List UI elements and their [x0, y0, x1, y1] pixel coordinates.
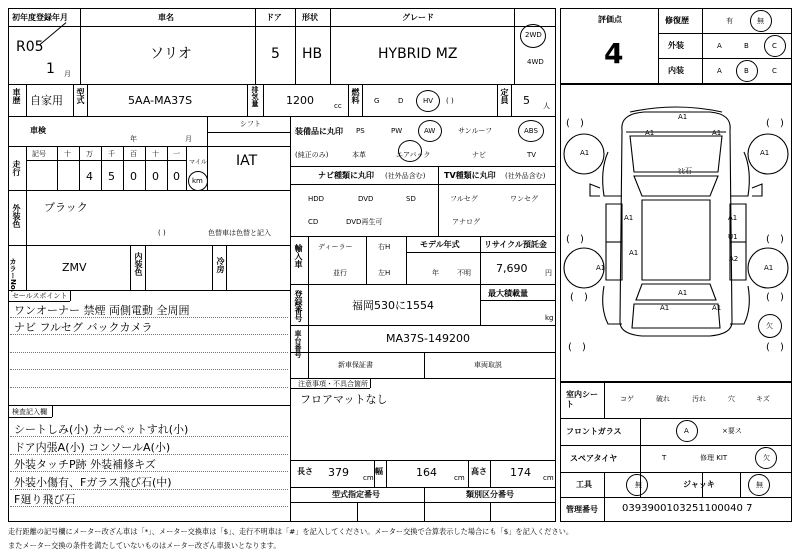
mileage-digit-3: 0 [152, 170, 159, 183]
interior-color-label: 内装色 [134, 252, 143, 276]
model-label: 型式 [76, 88, 85, 104]
diagram-mark-12: A1 [629, 249, 639, 257]
tools-no-circle [626, 474, 648, 496]
equip-pw: PW [391, 127, 403, 135]
svg-text:(: ( [566, 118, 570, 129]
type-spec-label: 型式指定番号 [332, 490, 380, 499]
mileage-header-1: 万 [86, 150, 93, 158]
mileage-digit-1: 5 [108, 170, 115, 183]
mileage-unit-mile: マイル [189, 159, 207, 166]
color-note: 色替車は色替と記入 [208, 229, 271, 237]
equip-abs-circle [518, 120, 544, 142]
seat-tear: 破れ [656, 395, 670, 403]
navi-dvd: DVD [358, 195, 374, 203]
svg-text:(: ( [766, 292, 770, 303]
registration-value: 福岡530に1554 [352, 299, 434, 312]
model-value: 5AA-MA37S [128, 94, 193, 107]
diagram-mark-16-circle [758, 314, 782, 338]
new-car-warranty: 新車保証書 [338, 361, 373, 369]
score-value: 4 [604, 37, 624, 70]
import-parallel: 並行 [333, 269, 347, 277]
tv-label: TV種類に丸印 [444, 171, 496, 180]
color-no-value: ZMV [62, 261, 87, 274]
diagram-mark-9: A1 [596, 264, 606, 272]
inspector-note-line-4: F廻り飛び石 [14, 493, 76, 506]
repair-no-circle [750, 10, 772, 32]
fuel-d: D [398, 97, 404, 105]
length-unit: cm [363, 474, 374, 482]
svg-text:(: ( [570, 292, 574, 303]
management-label: 管理番号 [566, 505, 598, 514]
diagram-mark-5: A1 [760, 149, 770, 157]
diagram-mark-0: A1 [678, 113, 688, 121]
drive-2wd: 2WD [525, 31, 542, 39]
score-label: 評価点 [598, 15, 622, 24]
mileage-label: 走行 [12, 160, 21, 176]
car-name-value: ソリオ [150, 46, 192, 62]
navi-hdd: HDD [308, 195, 325, 203]
mileage-km-circle [188, 171, 208, 191]
car-name-label: 車名 [158, 13, 174, 22]
diagram-mark-16: 欠 [766, 322, 773, 330]
front-glass-a: A [684, 427, 689, 435]
sales-point-line-1: ナビ フルセグ バックカメラ [14, 321, 153, 334]
sales-points-label: セールスポイント [12, 292, 68, 300]
exterior-c: C [772, 42, 777, 50]
mileage-unit-km: km [192, 177, 203, 185]
diagram-mark-13: A1 [678, 289, 688, 297]
color-note-paren: ( ) [158, 229, 166, 237]
usage-value: 自家用 [30, 94, 63, 107]
svg-text:): ) [580, 234, 584, 245]
footer-line-1: 走行距離の記号欄にメーター改ざん車は「*」、メーター交換車は「$」、走行不明車は「#」を記入してください。メーター交換で合算表示した場合にも「$」を記入ください。 [8, 527, 574, 536]
fuel-other: ( ) [446, 97, 454, 105]
svg-text:(: ( [766, 118, 770, 129]
length-value: 379 [328, 466, 349, 479]
model-year-unknown: 不明 [457, 269, 471, 277]
diagram-mark-11: A1 [764, 264, 774, 272]
first-reg-month-unit: 月 [64, 70, 71, 78]
equipment-label: 装備品に丸印 [295, 127, 343, 136]
mileage-digit-4: 0 [173, 170, 180, 183]
spare-tire-missing-circle [755, 447, 777, 469]
equip-airbag-circle [398, 140, 422, 162]
recycle-unit: 円 [545, 269, 552, 277]
exterior-b: B [744, 42, 749, 50]
equip-aw-circle [418, 120, 442, 142]
interior-b: B [744, 67, 749, 75]
width-value: 164 [416, 466, 437, 479]
capacity-value: 5 [523, 94, 530, 107]
import-dealer: ディーラー [318, 243, 353, 251]
fuel-g: G [374, 97, 380, 105]
spare-tire-t: T [662, 454, 667, 462]
usage-label: 車歴 [12, 88, 21, 104]
navi-label: ナビ種類に丸印 [318, 171, 374, 180]
width-unit: cm [454, 474, 465, 482]
jack-value: 無 [756, 481, 763, 489]
svg-text:): ) [780, 342, 784, 353]
car-diagram-svg [560, 84, 792, 382]
navi-dvd-play: DVD再生可 [346, 218, 383, 226]
navi-cd: CD [308, 218, 319, 226]
svg-text:): ) [780, 118, 784, 129]
drive-4wd: 4WD [527, 58, 544, 66]
repair-label: 修復歴 [665, 16, 689, 25]
front-glass-label: フロントガラス [566, 427, 622, 436]
equip-ps: PS [356, 127, 365, 135]
tv-sublabel: (社外品含む) [505, 172, 546, 180]
shift-value: IAT [236, 153, 258, 169]
exterior-c-circle [764, 35, 786, 57]
equip-sunroof: サンルーフ [458, 127, 493, 135]
grade-label: グレード [402, 13, 434, 22]
shaken-label: 車検 [30, 126, 46, 135]
equip-tv: TV [527, 151, 537, 159]
color-label: 外装色 [12, 204, 21, 228]
management-value: 0393900103251100040 7 [622, 503, 753, 514]
equip-leather: 本革 [352, 151, 366, 159]
color-no-label: カラーNo. [9, 258, 17, 293]
interior-b-circle [736, 60, 758, 82]
interior-c: C [772, 67, 777, 75]
equipment-sublabel: (純正のみ) [295, 151, 329, 159]
model-year-unit: 年 [432, 269, 439, 277]
width-label: 幅 [375, 467, 383, 476]
equip-aw: AW [424, 127, 436, 135]
svg-text:): ) [780, 234, 784, 245]
svg-text:(: ( [568, 342, 572, 353]
exterior-a: A [717, 42, 722, 50]
svg-text:(: ( [566, 234, 570, 245]
shaken-year-unit: 年 [130, 135, 137, 143]
tools-value: 無 [635, 481, 642, 489]
import-left-h: 左H [378, 269, 391, 277]
mileage-marks-label: 記号 [32, 150, 46, 158]
diagram-mark-3: A1 [580, 149, 590, 157]
caution-label: 注意事項・不具合箇所 [298, 380, 368, 388]
jack-label: ジャッキ [683, 480, 715, 489]
diagram-mark-2: A1 [712, 129, 722, 137]
height-label: 高さ [471, 467, 487, 476]
equip-abs: ABS [524, 127, 538, 135]
model-year-label: モデル年式 [420, 240, 460, 249]
diagram-mark-8: U1 [728, 233, 738, 241]
import-label: 輸入車 [294, 244, 303, 268]
front-glass-replace: ×要ス [722, 427, 742, 435]
inspector-note-line-1: ドア内張A(小) コンソールA(小) [14, 441, 171, 454]
seat-burn: コゲ [620, 395, 634, 403]
mileage-header-5: 一 [173, 150, 180, 158]
jack-no-circle [748, 474, 770, 496]
footer-line-2: またメーター交換の条件を満たしていないものはメーター改ざん車扱いとなります。 [8, 541, 281, 550]
mileage-header-0: 十 [64, 150, 71, 158]
registration-label: 登録番号 [294, 290, 303, 322]
first-reg-year: R05 [16, 39, 44, 55]
diagram-mark-15: A1 [712, 304, 722, 312]
max-load-unit: kg [545, 314, 554, 322]
svg-text:(: ( [766, 342, 770, 353]
diagram-mark-7: A1 [728, 214, 738, 222]
mileage-header-3: 百 [130, 150, 137, 158]
max-load-label: 最大積載量 [488, 289, 528, 298]
displacement-value: 1200 [286, 94, 314, 107]
svg-text:): ) [780, 292, 784, 303]
equip-navi: ナビ [472, 151, 486, 159]
tools-label: 工具 [576, 480, 592, 489]
capacity-label: 定員 [500, 88, 509, 104]
seat-scratch: キズ [756, 395, 770, 403]
repair-yes: 有 [726, 17, 733, 25]
svg-text:): ) [582, 342, 586, 353]
front-glass-a-circle [676, 420, 698, 442]
fuel-hv: HV [423, 97, 434, 105]
mileage-digit-0: 4 [86, 170, 93, 183]
tv-fullseg: フルセグ [450, 195, 478, 203]
first-reg-label: 初年度登録年月 [12, 13, 68, 22]
interior-label: 内装 [668, 66, 684, 75]
spare-tire-kit: 修理 KIT [700, 454, 728, 462]
inspector-notes-label: 検査記入欄 [12, 408, 47, 416]
recycle-label: リサイクル預託金 [484, 240, 547, 249]
shift-label: シフト [240, 120, 261, 128]
recycle-value: 7,690 [496, 262, 528, 275]
equip-airbag: エアバック [396, 151, 431, 159]
diagram-mark-1: A1 [645, 129, 655, 137]
seat-stain: 汚れ [692, 395, 706, 403]
interior-seat-label: 室内シート [566, 390, 598, 410]
chassis-value: MA37S-149200 [386, 332, 470, 345]
fuel-label: 燃料 [351, 88, 360, 104]
spare-tire-missing: 欠 [763, 454, 770, 462]
shape-label: 形状 [302, 13, 318, 22]
spare-tire-label: スペアタイヤ [570, 454, 618, 463]
interior-a: A [717, 67, 722, 75]
height-value: 174 [510, 466, 531, 479]
mileage-header-2: 千 [108, 150, 115, 158]
sales-point-line-0: ワンオーナー 禁煙 両側電動 全周囲 [14, 304, 190, 317]
mileage-header-4: 十 [152, 150, 159, 158]
diagram-mark-14: A1 [660, 304, 670, 312]
chassis-label: 車台番号 [294, 330, 302, 358]
displacement-unit: cc [334, 102, 342, 110]
color-value: ブラック [44, 201, 88, 214]
cold-label: 冷房 [216, 257, 225, 273]
height-unit: cm [543, 474, 554, 482]
tv-analog: アナログ [452, 218, 480, 226]
inspector-note-line-3: 外装小傷有、Fガラス飛び石(中) [14, 476, 172, 489]
caution-value: フロアマットなし [300, 393, 388, 406]
shape-value: HB [302, 46, 323, 62]
inspector-note-line-2: 外装タッチP跡 外装補修キズ [14, 458, 156, 471]
import-right-h: 右H [378, 243, 391, 251]
length-label: 長さ [297, 467, 313, 476]
grade-value: HYBRID MZ [378, 46, 458, 62]
door-value: 5 [271, 46, 280, 62]
svg-text:): ) [584, 292, 588, 303]
exterior-label: 外装 [668, 41, 684, 50]
shaken-month-unit: 月 [185, 135, 192, 143]
class-spec-label: 類別区分番号 [466, 490, 514, 499]
svg-text:): ) [580, 118, 584, 129]
door-label: ドア [266, 13, 282, 22]
tv-oneseg: ワンセグ [510, 195, 538, 203]
vehicle-manual: 車両取説 [474, 361, 502, 369]
navi-sd: SD [406, 195, 416, 203]
first-reg-month: 1 [46, 61, 55, 77]
fuel-hv-circle [416, 90, 440, 112]
capacity-unit: 人 [543, 102, 550, 110]
navi-sublabel: (社外品含む) [385, 172, 426, 180]
inspector-note-line-0: シートしみ(小) カーペットすれ(小) [14, 423, 189, 436]
repair-no: 無 [757, 17, 764, 25]
displacement-label: 排気量 [251, 86, 259, 107]
diagram-mark-10: A2 [729, 255, 739, 263]
mileage-digit-2: 0 [130, 170, 137, 183]
diagram-mark-6: A1 [624, 214, 634, 222]
svg-text:(: ( [766, 234, 770, 245]
seat-hole: 穴 [728, 395, 735, 403]
diagram-mark-4: ﾋﾋ石 [678, 167, 692, 175]
